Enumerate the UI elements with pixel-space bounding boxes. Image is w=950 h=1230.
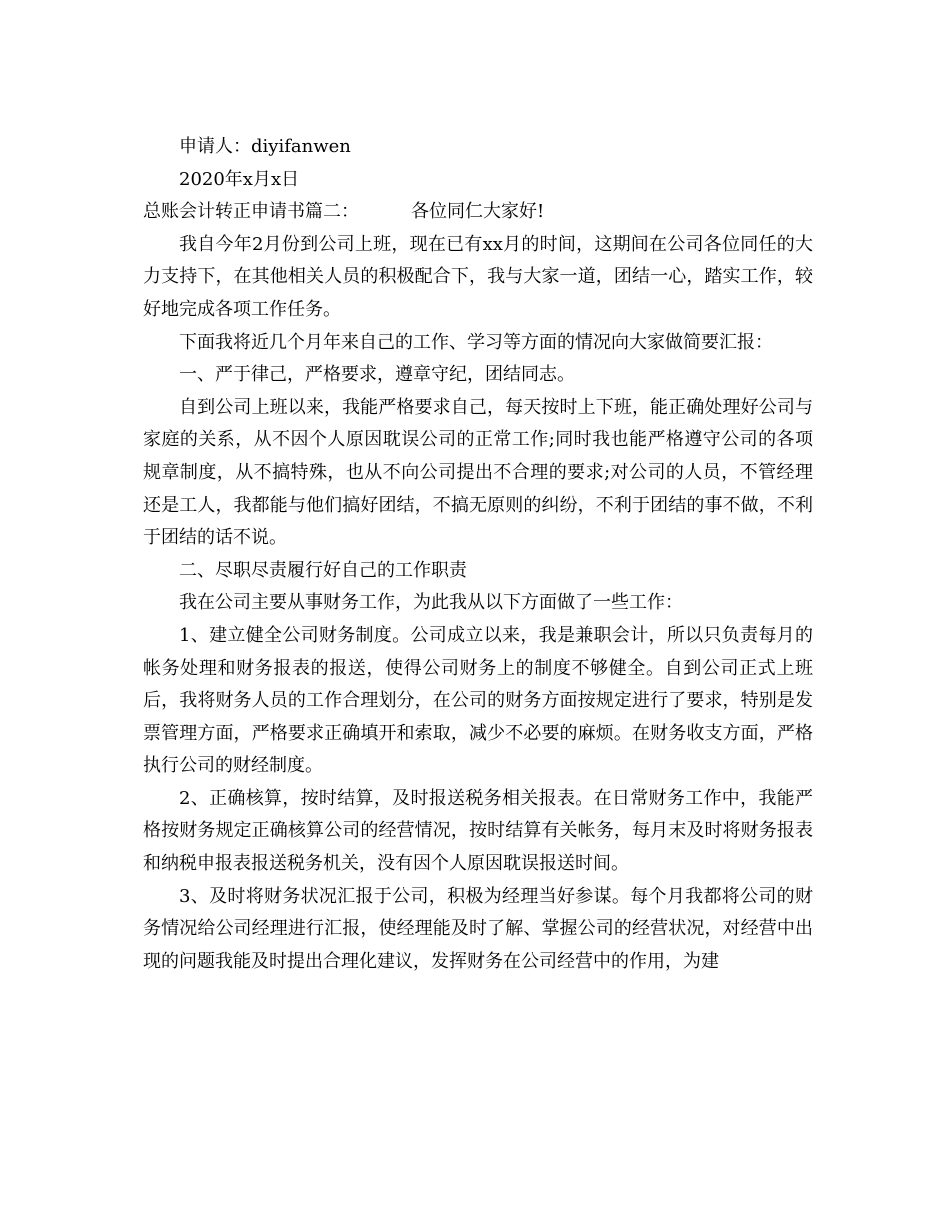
date-line: 2020年x月x日 xyxy=(179,168,300,190)
section-two-heading: 二、尽职尽责履行好自己的工作职责 xyxy=(179,559,467,581)
paragraph-summary-lead: 下面我将近几个月年来自己的工作、学习等方面的情况向大家做简要汇报： xyxy=(179,331,773,353)
paragraph-item-3: 3、及时将财务状况汇报于公司，积极为经理当好参谋。每个月我都将公司的财务情况给公司经理进行汇报，使经理能及时了解、掌握公司的经营状况，对经营中出现的问题我能及时提出合理化建议，发挥财务在公司经营中的作用，为建 xyxy=(143,885,813,972)
greeting: 各位同仁大家好! xyxy=(411,201,545,223)
section-heading xyxy=(143,196,813,229)
paragraph-item-1: 1、建立健全公司财务制度。公司成立以来，我是兼职会计，所以只负责每月的帐务处理和财务报表的报送，使得公司财务上的制度不够健全。自到公司正式上班后，我将财务人员的工作合理划分，在公司的财务方面按规定进行了要求，特别是发票管理方面，严格要求正确填开和索取，减少不必要的麻烦。在财务收支方面，严格执行公司的财经制度。 xyxy=(143,624,813,777)
paragraph-intro: 我自今年2月份到公司上班，现在已有xx月的时间，这期间在公司各位同任的大力支持下，在其他相关人员的积极配合下，我与大家一道，团结一心，踏实工作，较好地完成各项工作任务。 xyxy=(143,233,813,320)
paragraph-finance-lead: 我在公司主要从事财务工作，为此我从以下方面做了一些工作： xyxy=(179,592,683,614)
paragraph-discipline: 自到公司上班以来，我能严格要求自己，每天按时上下班，能正确处理好公司与家庭的关系，从不因个人原因耽误公司的正常工作;同时我也能严格遵守公司的各项规章制度，从不搞特殊，也从不向公司提出不合理的要求;对公司的人员，不管经理还是工人，我都能与他们搞好团结，不搞无原则的纠纷，不利于团结的事不做，不利于团结的话不说。 xyxy=(143,396,813,549)
document-body xyxy=(143,131,813,978)
applicant-line: 申请人：diyifanwen xyxy=(179,136,351,157)
section-title: 总账会计转正申请书篇二： xyxy=(143,201,359,223)
section-one-heading: 一、严于律己，严格要求，遵章守纪，团结同志。 xyxy=(179,364,575,386)
paragraph-item-2: 2、正确核算，按时结算，及时报送税务相关报表。在日常财务工作中，我能严格按财务规定正确核算公司的经营情况，按时结算有关帐务，每月末及时将财务报表和纳税申报表报送税务机关，没有因个人原因耽误报送时间。 xyxy=(143,787,813,875)
